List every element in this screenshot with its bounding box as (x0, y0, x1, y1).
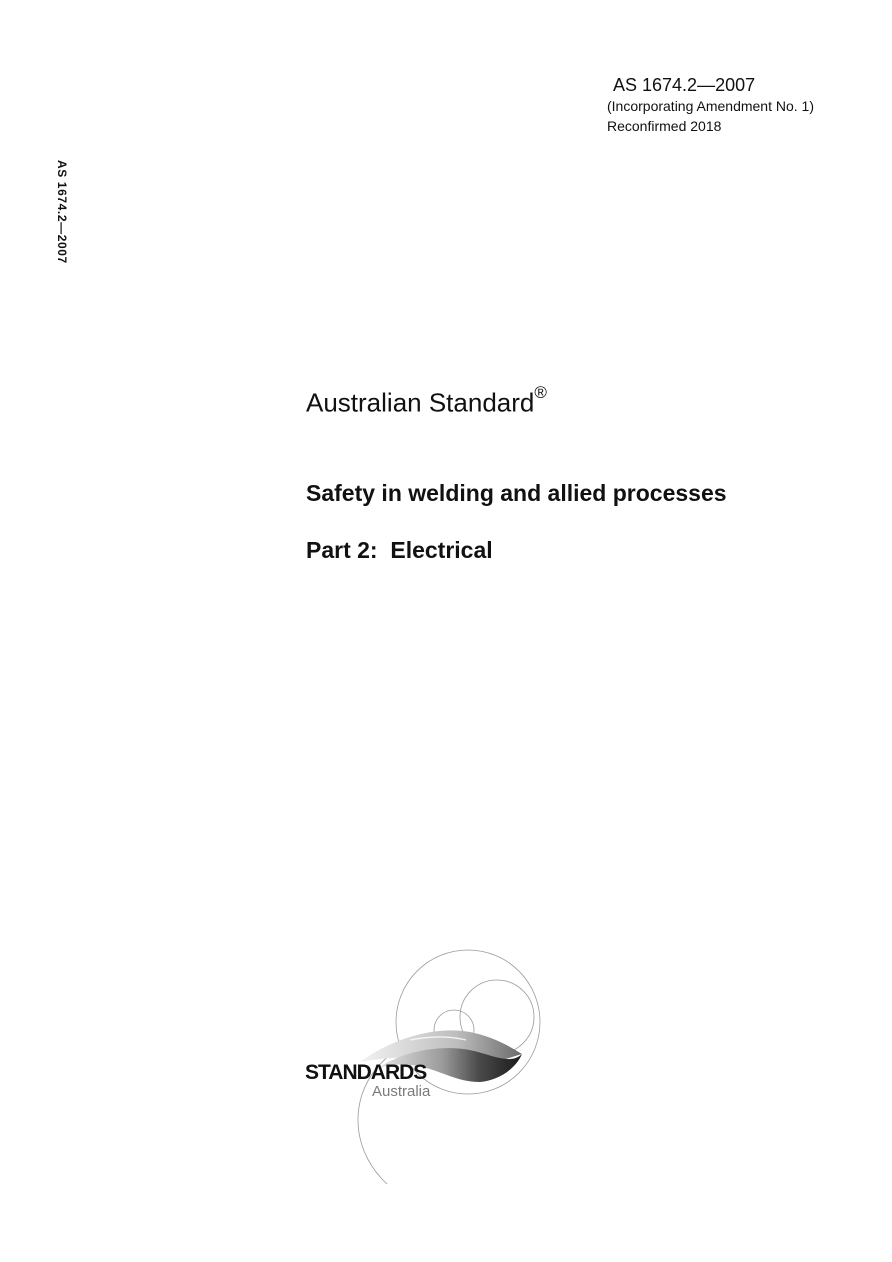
standard-heading-text: Australian Standard (306, 387, 535, 418)
spine-label: AS 1674.2—2007 (55, 160, 69, 264)
logo-wordmark-standards: STANDARDS (305, 1061, 427, 1084)
registered-mark: ® (534, 383, 547, 402)
amendment-note: (Incorporating Amendment No. 1) (607, 98, 814, 114)
standards-australia-logo (290, 940, 550, 1190)
header-block (607, 74, 867, 135)
standard-heading (306, 381, 547, 419)
logo-wordmark-australia: Australia (372, 1083, 431, 1100)
document-part: Part 2: Electrical (306, 537, 493, 563)
standard-number: AS 1674.2—2007 (613, 75, 756, 95)
reconfirmed-date: Reconfirmed 2018 (607, 118, 722, 134)
document-title: Safety in welding and allied processes (306, 480, 727, 506)
